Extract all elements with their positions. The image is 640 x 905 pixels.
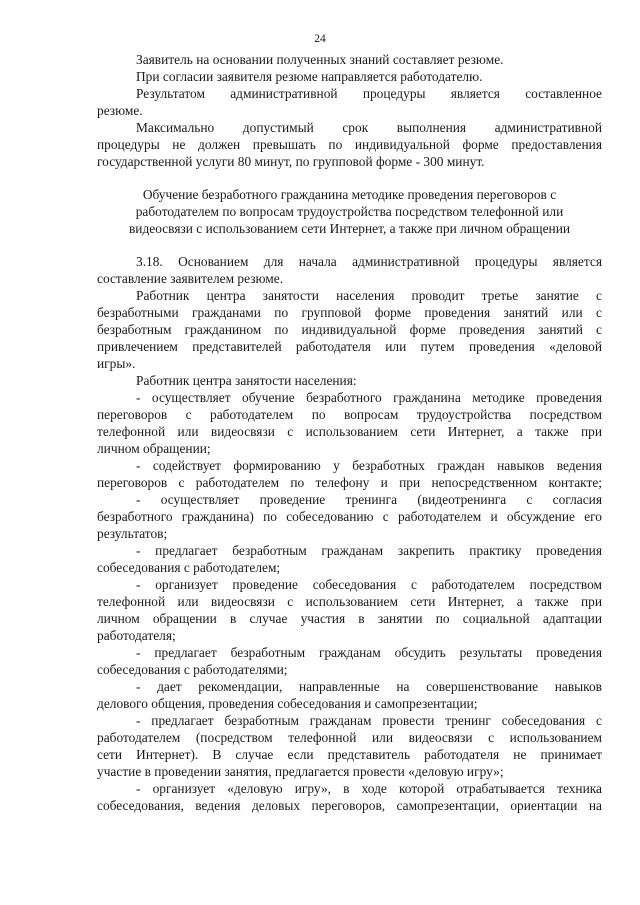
text-line: переговоров с работодателем по вопросам трудоустройства посредством: [97, 407, 602, 422]
page-number: 24: [314, 33, 326, 45]
section-heading-line: работодателем по вопросам трудоустройства посредством телефонной или: [135, 204, 564, 219]
text-line: Максимально допустимый срок выполнения административной: [136, 120, 602, 135]
text-line: 3.18. Основанием для начала административной процедуры является: [136, 254, 602, 269]
text-line: - предлагает безработным гражданам провести тренинг собеседования с: [136, 713, 602, 728]
text-line: составление заявителем резюме.: [97, 271, 284, 286]
text-line: безработного гражданина) по собеседованию с работодателем и обсуждение его: [97, 509, 602, 524]
text-line: собеседования, ведения деловых переговоров, самопрезентации, ориентации на: [97, 798, 602, 813]
text-line: делового общения, проведения собеседования и самопрезентации;: [97, 696, 478, 711]
text-line: - предлагает безработным гражданам закрепить практику проведения: [136, 543, 602, 558]
text-line: - осуществляет проведение тренинга (видеотренинга с согласия: [136, 492, 602, 507]
text-line: телефонной или видеосвязи с использованием сети Интернет, а также при: [97, 594, 602, 609]
text-line: работодателем (посредством телефонной или видеосвязи с использованием: [97, 730, 602, 745]
text-line: процедуры не должен превышать по индивидуальной форме предоставления: [97, 137, 602, 152]
text-line: игры».: [97, 356, 136, 371]
text-line: переговоров с работодателем по телефону и при непосредственном контакте;: [97, 475, 602, 490]
text-line: - содействует формированию у безработных граждан навыков ведения: [136, 458, 602, 473]
text-line: личном обращении в случае участия в занятии по социальной адаптации: [97, 611, 602, 626]
text-line: Результатом административной процедуры является составленное: [136, 86, 602, 101]
text-line: Работник центра занятости населения проводит третье занятие с: [136, 288, 602, 303]
text-line: Работник центра занятости населения:: [136, 373, 357, 388]
text-line: телефонной или видеосвязи с использованием сети Интернет, а также при: [97, 424, 602, 439]
text-line: личном обращении;: [97, 441, 211, 456]
text-line: Заявитель на основании полученных знаний составляет резюме.: [136, 52, 504, 67]
text-line: собеседования с работодателями;: [97, 662, 288, 677]
text-line: - организует проведение собеседования с работодателем посредством: [136, 577, 602, 592]
text-line: государственной услуги 80 минут, по групповой форме - 300 минут.: [97, 154, 485, 169]
section-heading-line: Обучение безработного гражданина методике проведения переговоров с: [142, 187, 557, 202]
text-line: - организует «деловую игру», в ходе которой отрабатывается техника: [136, 781, 602, 796]
text-line: - осуществляет обучение безработного гражданина методике проведения: [136, 390, 602, 405]
text-line: результатов;: [97, 526, 168, 541]
text-line: При согласии заявителя резюме направляется работодателю.: [136, 69, 483, 84]
text-line: собеседования с работодателем;: [97, 560, 281, 575]
text-line: безработными гражданами по групповой форме проведения занятий или с: [97, 305, 602, 320]
text-line: - дает рекомендации, направленные на совершенствование навыков: [136, 679, 602, 694]
text-line: участие в проведении занятия, предлагается провести «деловую игру»;: [97, 764, 504, 779]
text-line: безработным гражданином по индивидуальной форме проведения занятий с: [97, 322, 602, 337]
text-line: сети Интернет). В случае если представитель работодателя не принимает: [97, 747, 602, 762]
text-line: - предлагает безработным гражданам обсудить результаты проведения: [136, 645, 602, 660]
text-line: привлечением представителей работодателя или путем проведения «деловой: [97, 339, 602, 354]
text-line: работодателя;: [97, 628, 176, 643]
section-heading-line: видеосвязи с использованием сети Интернет, а также при личном обращении: [128, 221, 571, 236]
text-line: резюме.: [97, 103, 143, 118]
